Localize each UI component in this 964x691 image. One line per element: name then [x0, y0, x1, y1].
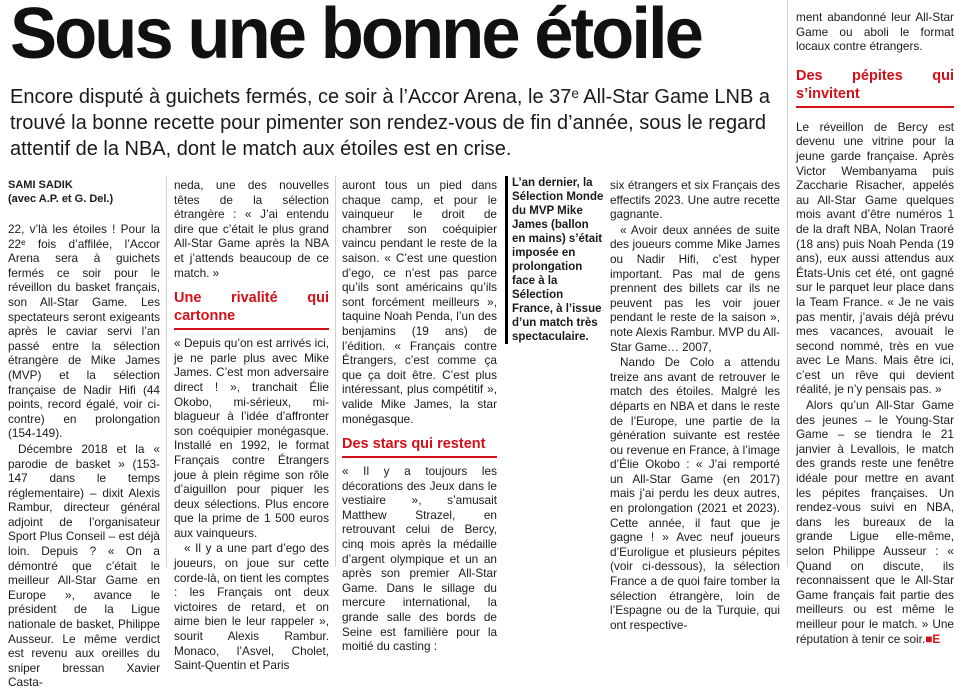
paragraph: « Avoir deux années de suite des joueurs comme Mike James ou Nadir Hifi, c’est hyper important. Pas mal de gens prennent des billets car ils ne peuvent pas les voir jouer pendant le reste de la saison », note Alexis Rambur. MVP du All-Star Game… 2007, [610, 222, 780, 354]
paragraph: « Il y a une part d’ego des joueurs, on joue sur cette corde-là, on tient les comptes : les Français ont deux victoires de retard, et on aime bien le leur rappeler », sourit Alexis Rambur. Monaco, l’Asvel, Cholet, Saint-Quentin et Paris [174, 541, 329, 673]
column-3 [342, 178, 497, 655]
byline-author: SAMI SADIK [8, 179, 73, 191]
byline-contrib: (avec A.P. et G. Del.) [8, 193, 114, 205]
column-divider [335, 176, 336, 567]
end-mark: ■E [925, 631, 941, 646]
lede: Encore disputé à guichets fermés, ce soir à l’Accor Arena, le 37ᵉ All-Star Game LNB a trouvé la bonne recette pour pimenter son rendez-vous de fin d’année, sous le regard attentif de la NBA, dont le match aux étoiles est en crise. [10, 86, 771, 160]
paragraph: neda, une des nouvelles têtes de la sélection étrangère : « J’ai entendu dire que c’était le plus grand All-Star Game après la NBA et j’attends beaucoup de ce match. » [174, 178, 329, 280]
column-1 [8, 178, 160, 691]
paragraph: « Depuis qu’on est arrivés ici, je ne parle plus avec Mike James. C’est mon adversaire direct ! », tranchait Élie Okobo, mi-sérieux, mi-blagueur à l’idée d’affronter son coéquipier monégasque. Installé en 1992, le format Français contre Étrangers joue à plein régime son rôle d’aiguillon pour piquer les deux sélections. Plus encore que la prime de 1 500 euros aux vainqueurs. [174, 336, 329, 540]
paragraph: 22, v’là les étoiles ! Pour la 22ᵉ fois d’affilée, l’Accor Arena sera à guichets fermés ce soir pour le réveillon du basket français, son All-Star Game. Les spectateurs seront exigeants après le caviar servi l’an passé entre la sélection étrangère de Mike James (MVP) et la sélection française de Nadir Hifi (44 points, record égalé, voir ci-contre) en prolongation (154-149). [8, 222, 160, 441]
paragraph: Nando De Colo a attendu treize ans avant de retrouver le match des étoiles. Malgré les départs en NBA et dans le reste de l’Europe, une partie de la génération suivante est restée ou revenue en France, à l’image d’Élie Okobo : « J’ai remporté un All-Star Game (en 2017) mais j’ai perdu les deux autres, en prolongation (2021 et 2023). Cette année, il faut que je gagne ! » Avec neuf joueurs d’Euroligue et plusieurs pépites (voir ci-dessous), la sélection France a de quoi faire tomber la sélection étrangère, loin de l’Espagne ou de la Turquie, qui ont respective- [610, 355, 780, 632]
paragraph-text: Alors qu’un All-Star Game des jeunes – le Young-Star Game – se tiendra le 21 janvier à Levallois, le match des grands reste une fenêtre idéale pour mettre en avant les pépites françaises. Un rendez-vous suivi en NBA, dans les bureaux de la grande Ligue elle-même, selon Philippe Ausseur : « Quand on discute, ils reconnaissent que le All-Star Game français fait partie des meilleurs ou est même le meilleur pour le match. » Une réputation à tenir ce soir. [796, 398, 954, 646]
headline: Sous une bonne étoile [10, 0, 701, 74]
paragraph: six étrangers et six Français des effectifs 2023. Une autre recette gagnante. [610, 178, 780, 222]
column-5 [796, 10, 954, 647]
column-2 [174, 178, 329, 674]
subhead: Des stars qui restent [342, 432, 497, 458]
paragraph: « Il y a toujours les décorations des Jeux dans le vestiaire », s’amusait Matthew Strazel, en retrouvant celui de Bercy, cinq mois après la médaille d’argent olympique et un an après son premier All-Star Game. Dans le sillage du mercure international, la grande salle des bords de Seine est familière pour la moitié du casting : [342, 464, 497, 654]
column-divider [166, 176, 167, 567]
subhead: Une rivalité qui cartonne [174, 286, 329, 330]
paragraph: Décembre 2018 et la « parodie de basket » (153-147 dans le temps réglementaire) – dixit Alexis Rambur, directeur général adjoint de l’organisateur Sport Plus Conseil – est déjà loin. Depuis ? « On a démontré que c’était le meilleur All-Star Game en Europe », avance le président de la Ligue nationale de basket, Philippe Ausseur. Le même verdict est revenu aux oreilles du sniper bressan Xavier Casta- [8, 441, 160, 690]
paragraph [796, 398, 954, 646]
paragraph: Le réveillon de Bercy est devenu une vitrine pour la jeune garde française. Après Victor Wembanyama puis Zaccharie Risacher, appelés au All-Star Game quelques mois avant d’être numéros 1 de la draft NBA, Nolan Traoré (18 ans) puis Noah Penda (19 ans), eux aussi attendus aux États-Unis cet été, ont gagné sur le parquet leur place dans la Team France. « Je ne vais pas mentir, j’avais déjà prévu mes vacances, avouait le second nommé, très en vue avec Le Mans. Mais être ici, c’est un rêve qui devient réalité, je n’y pensais pas. » [796, 119, 954, 397]
paragraph: ment abandonné leur All-Star Game ou aboli le format locaux contre étrangers. [796, 10, 954, 54]
photo-caption: L’an dernier, la Sélection Monde du MVP Mike James (ballon en mains) s’était imposée en prolongation face à la Sélection France, à l’issue d’un match très spectaculaire. [505, 176, 604, 344]
paragraph: auront tous un pied dans chaque camp, et pour le vainqueur le droit de chambrer son coéquipier vaincu pendant le reste de la saison. « C’est une question d’ego, ce n’est pas parce qu’ils sont américains qu’ils sont forcément meilleurs », taquine Noah Penda, l’un des benjamins (19 ans) de l’édition. « Français contre Étrangers, c’est comme ça que ça doit être. C’est plus intéressant, plus compétitif », valide Mike James, la star monégasque. [342, 178, 497, 426]
column-4 [610, 178, 780, 633]
subhead: Des pépites qui s’invitent [796, 64, 954, 108]
column-divider [787, 0, 788, 567]
